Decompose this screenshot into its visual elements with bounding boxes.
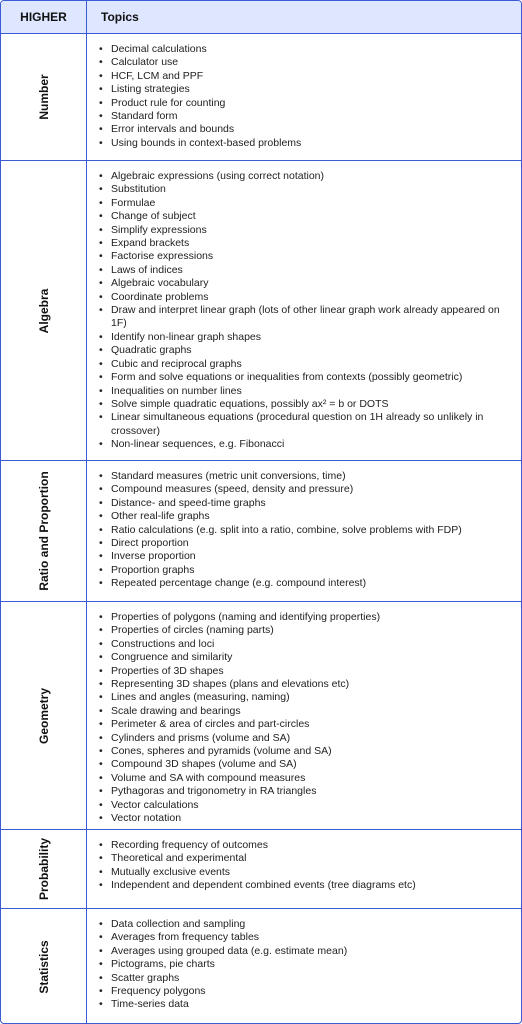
topic-item: • Change of subject bbox=[111, 210, 511, 223]
topic-item: • Factorise expressions bbox=[111, 250, 511, 263]
topic-list-number bbox=[87, 33, 521, 160]
topic-item: • Inverse proportion bbox=[111, 550, 511, 563]
topic-item: • Repeated percentage change (e.g. compound interest) bbox=[111, 577, 511, 590]
topic-item: • Linear simultaneous equations (procedural question on 1H already so unlikely in crossover) bbox=[111, 411, 511, 438]
category-label: Probability bbox=[36, 837, 51, 901]
topic-list-probability bbox=[87, 829, 521, 908]
topic-item: • Distance- and speed-time graphs bbox=[111, 497, 511, 510]
topic-item: • Properties of polygons (naming and identifying properties) bbox=[111, 611, 511, 624]
topic-item: • Decimal calculations bbox=[111, 43, 511, 56]
category-statistics bbox=[1, 908, 87, 1024]
topic-item: • Algebraic expressions (using correct notation) bbox=[111, 170, 511, 183]
topic-item: • Inequalities on number lines bbox=[111, 385, 511, 398]
topic-item: • Representing 3D shapes (plans and elevations etc) bbox=[111, 678, 511, 691]
topic-item: • Simplify expressions bbox=[111, 224, 511, 237]
topic-item: • Substitution bbox=[111, 183, 511, 196]
topic-item: • Properties of circles (naming parts) bbox=[111, 624, 511, 637]
topic-item: • Cylinders and prisms (volume and SA) bbox=[111, 732, 511, 745]
category-geometry bbox=[1, 601, 87, 829]
header-topics: Topics bbox=[87, 1, 521, 33]
category-algebra bbox=[1, 160, 87, 460]
topic-item: • Standard form bbox=[111, 110, 511, 123]
topic-item: • Algebraic vocabulary bbox=[111, 277, 511, 290]
topic-item: • Scatter graphs bbox=[111, 972, 511, 985]
topic-item: • Cubic and reciprocal graphs bbox=[111, 358, 511, 371]
category-label: Geometry bbox=[36, 687, 51, 744]
topic-item: • Expand brackets bbox=[111, 237, 511, 250]
topic-item: • Draw and interpret linear graph (lots of other linear graph work already appeared on 1F) bbox=[111, 304, 511, 331]
topic-item: • Using bounds in context-based problems bbox=[111, 137, 511, 150]
topic-item: • Time-series data bbox=[111, 998, 511, 1011]
topic-item: • Proportion graphs bbox=[111, 564, 511, 577]
topic-item: • Product rule for counting bbox=[111, 97, 511, 110]
topic-item: • Non-linear sequences, e.g. Fibonacci bbox=[111, 438, 511, 451]
topic-item: • Recording frequency of outcomes bbox=[111, 839, 511, 852]
topic-item: • Vector notation bbox=[111, 812, 511, 825]
category-ratio-and-proportion bbox=[1, 460, 87, 601]
topic-item: • Independent and dependent combined events (tree diagrams etc) bbox=[111, 879, 511, 892]
topic-item: • Compound measures (speed, density and pressure) bbox=[111, 483, 511, 496]
topic-item: • Error intervals and bounds bbox=[111, 123, 511, 136]
topic-item: • Coordinate problems bbox=[111, 291, 511, 304]
topic-item: • Properties of 3D shapes bbox=[111, 665, 511, 678]
category-label: Ratio and Proportion bbox=[36, 471, 51, 591]
topic-item: • Pythagoras and trigonometry in RA triangles bbox=[111, 785, 511, 798]
topic-list-ratio-and-proportion bbox=[87, 460, 521, 601]
topic-item: • Calculator use bbox=[111, 56, 511, 69]
topic-item: • Perimeter & area of circles and part-circles bbox=[111, 718, 511, 731]
topic-item: • Pictograms, pie charts bbox=[111, 958, 511, 971]
topic-item: • Ratio calculations (e.g. split into a ratio, combine, solve problems with FDP) bbox=[111, 524, 511, 537]
topic-item: • Volume and SA with compound measures bbox=[111, 772, 511, 785]
topic-item: • Solve simple quadratic equations, possibly ax² = b or DOTS bbox=[111, 398, 511, 411]
topic-item: • Identify non-linear graph shapes bbox=[111, 331, 511, 344]
topic-item: • Lines and angles (measuring, naming) bbox=[111, 691, 511, 704]
topic-list-statistics bbox=[87, 908, 521, 1024]
topic-item: • Form and solve equations or inequalities from contexts (possibly geometric) bbox=[111, 371, 511, 384]
topic-item: • Listing strategies bbox=[111, 83, 511, 96]
topic-item: • Constructions and loci bbox=[111, 638, 511, 651]
topic-item: • Frequency polygons bbox=[111, 985, 511, 998]
category-probability bbox=[1, 829, 87, 908]
topic-item: • Standard measures (metric unit conversions, time) bbox=[111, 470, 511, 483]
category-number bbox=[1, 33, 87, 160]
topic-item: • Other real-life graphs bbox=[111, 510, 511, 523]
category-label: Number bbox=[36, 74, 51, 120]
topic-list-geometry bbox=[87, 601, 521, 829]
topic-item: • Direct proportion bbox=[111, 537, 511, 550]
topic-item: • Laws of indices bbox=[111, 264, 511, 277]
topic-item: • Scale drawing and bearings bbox=[111, 705, 511, 718]
category-label: Statistics bbox=[36, 940, 51, 994]
topic-item: • Data collection and sampling bbox=[111, 918, 511, 931]
topic-item: • Vector calculations bbox=[111, 799, 511, 812]
topic-item: • Averages using grouped data (e.g. estimate mean) bbox=[111, 945, 511, 958]
topic-item: • Formulae bbox=[111, 197, 511, 210]
topic-item: • Theoretical and experimental bbox=[111, 852, 511, 865]
topic-item: • Compound 3D shapes (volume and SA) bbox=[111, 758, 511, 771]
topic-item: • Mutually exclusive events bbox=[111, 866, 511, 879]
topic-item: • HCF, LCM and PPF bbox=[111, 70, 511, 83]
topic-item: • Quadratic graphs bbox=[111, 344, 511, 357]
header-level: HIGHER bbox=[1, 1, 87, 33]
topic-item: • Cones, spheres and pyramids (volume and SA) bbox=[111, 745, 511, 758]
topic-list-algebra bbox=[87, 160, 521, 460]
category-label: Algebra bbox=[36, 288, 51, 333]
topic-item: • Congruence and similarity bbox=[111, 651, 511, 664]
topic-item: • Averages from frequency tables bbox=[111, 931, 511, 944]
